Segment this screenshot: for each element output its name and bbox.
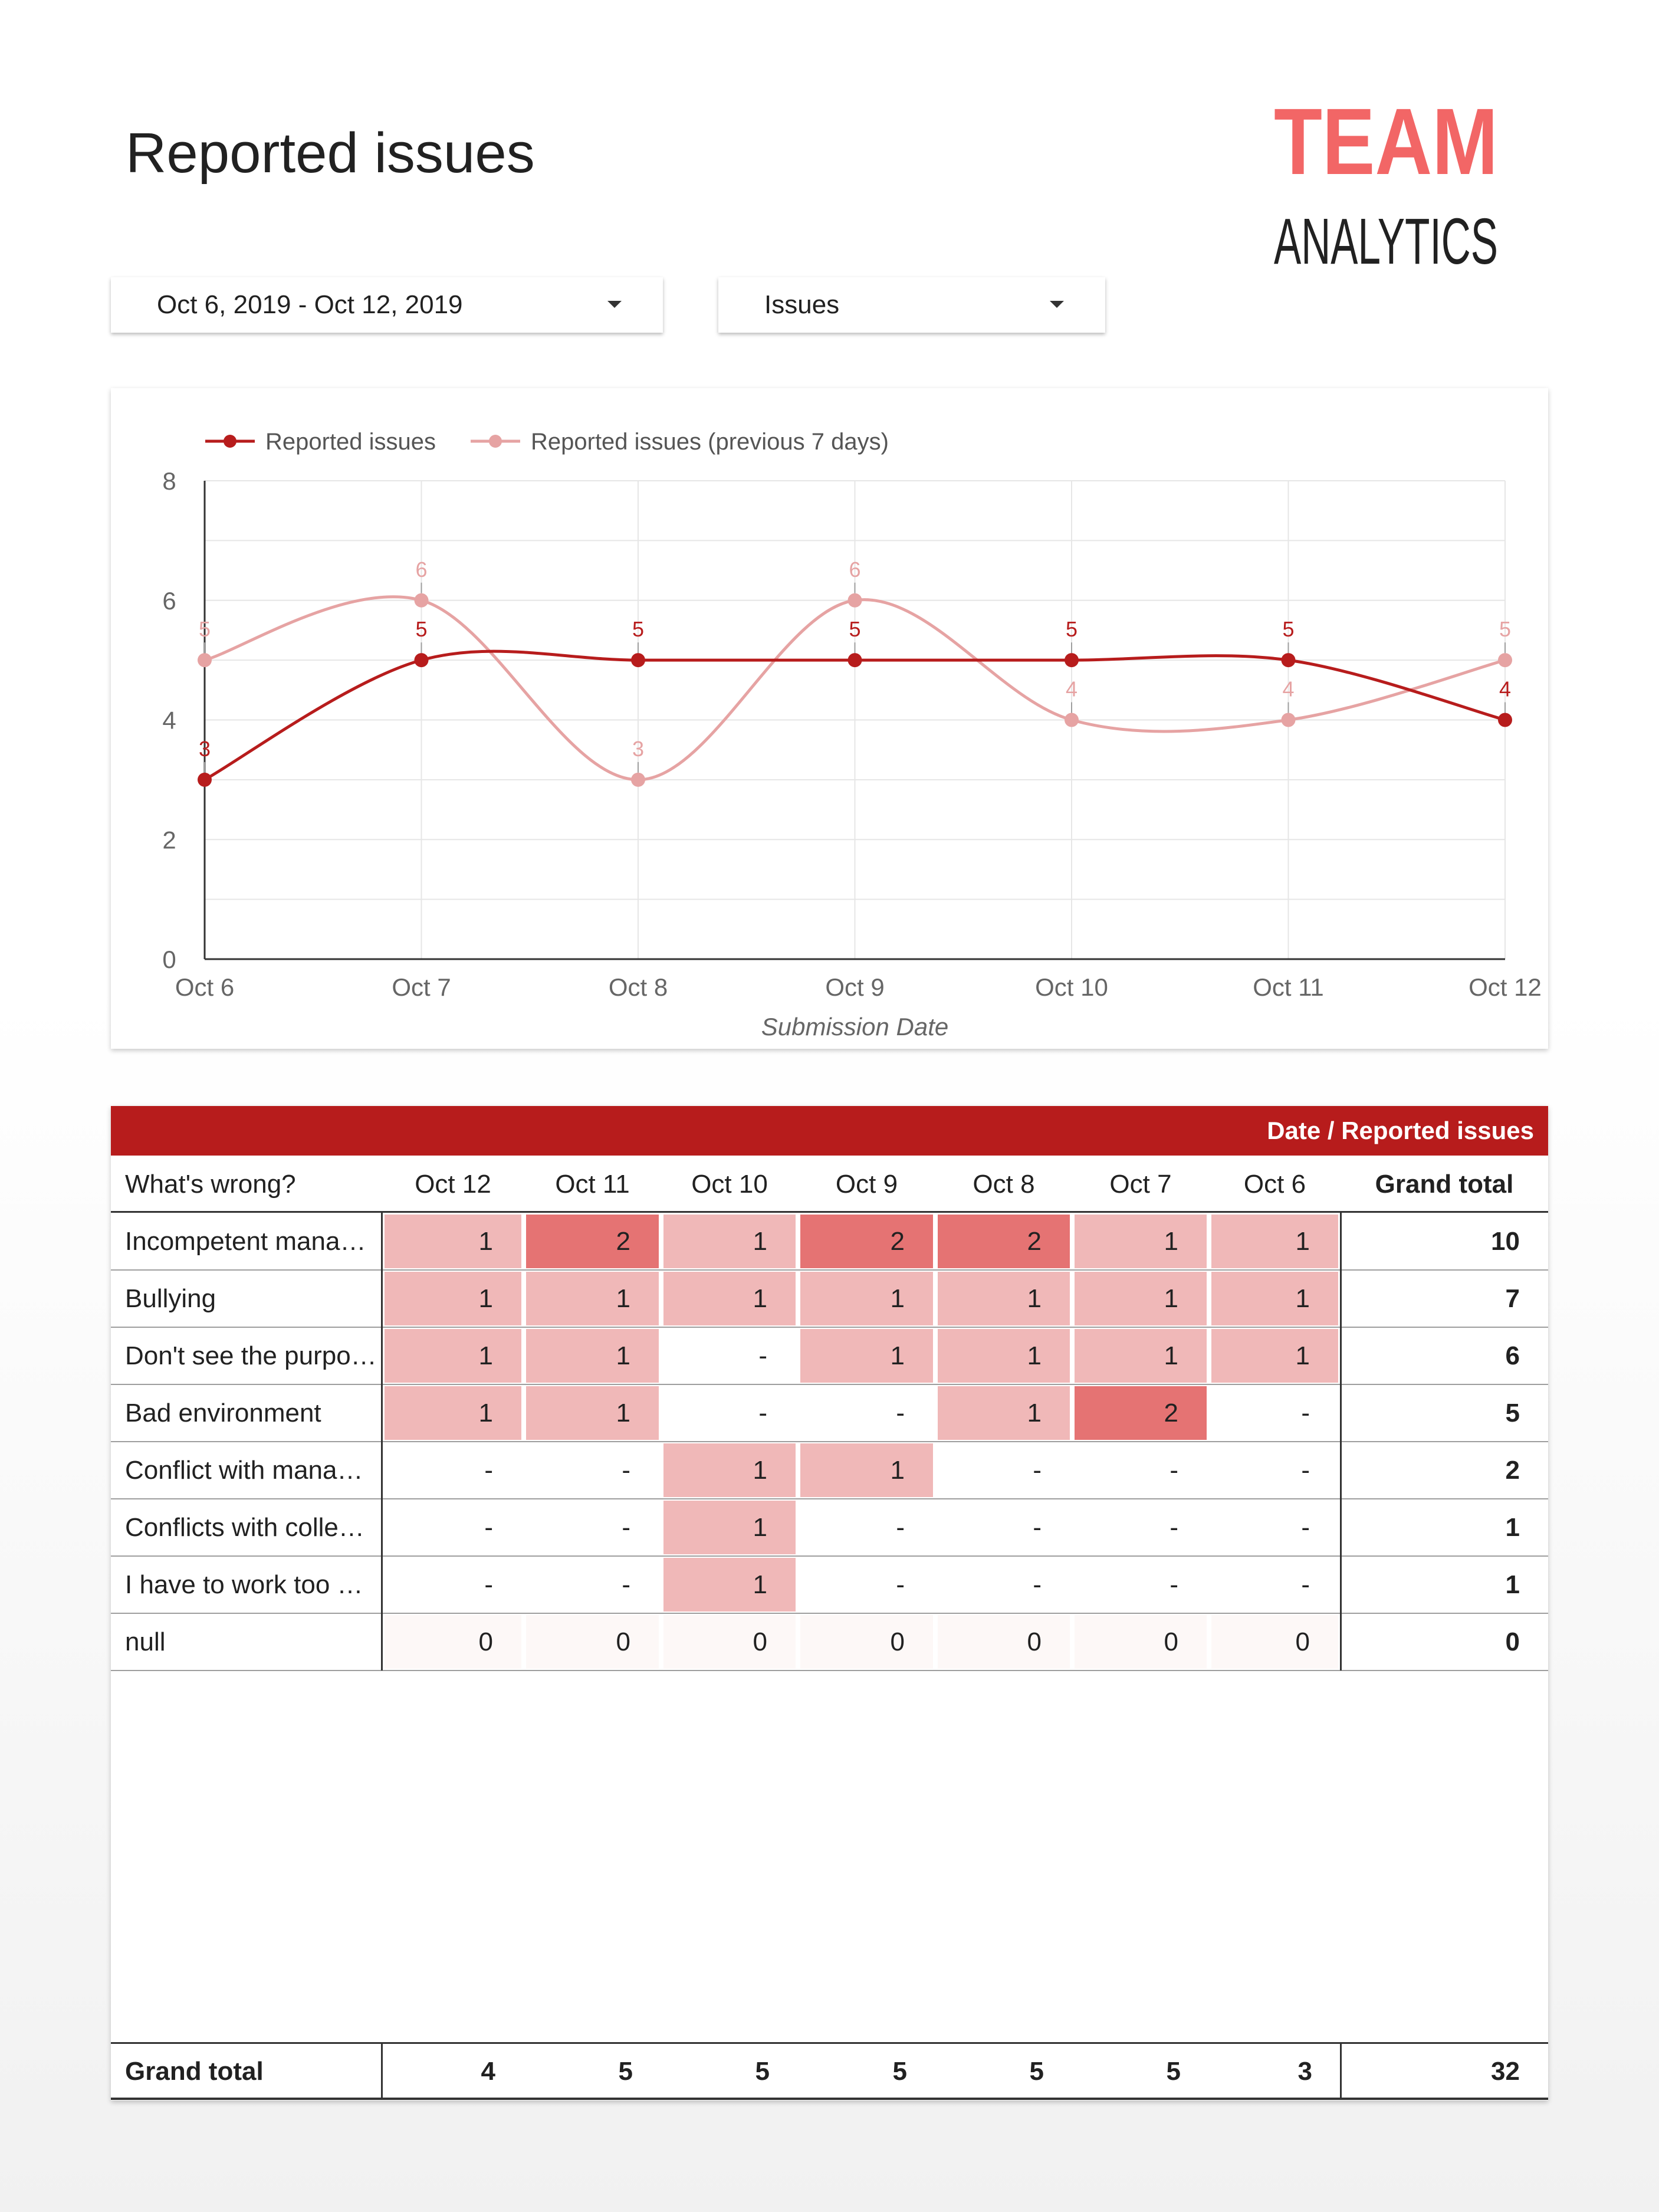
footer-grand-total: 32 bbox=[1491, 2056, 1520, 2086]
table-cell: - bbox=[484, 1455, 493, 1485]
footer-label: Grand total bbox=[125, 2056, 264, 2086]
table-row-label: I have to work too … bbox=[125, 1570, 363, 1599]
table-divider bbox=[381, 1211, 383, 1671]
table-cell: - bbox=[1301, 1512, 1310, 1542]
table-divider bbox=[111, 1670, 1548, 1671]
table-cell: 2 bbox=[1075, 1386, 1207, 1440]
data-point-previous bbox=[1065, 713, 1079, 727]
metric-value: Issues bbox=[764, 290, 840, 319]
column-header: Oct 8 bbox=[973, 1169, 1035, 1199]
table-cell: 0 bbox=[526, 1615, 659, 1669]
table-cell: 1 bbox=[385, 1272, 521, 1325]
metric-dropdown[interactable] bbox=[718, 277, 1105, 333]
table-cell: - bbox=[1033, 1455, 1042, 1485]
page-title: Reported issues bbox=[126, 122, 535, 185]
data-label-current: 5 bbox=[1065, 617, 1078, 642]
table-cell: - bbox=[484, 1512, 493, 1542]
data-label-previous: 3 bbox=[632, 736, 645, 761]
table-row-label: Conflict with mana… bbox=[125, 1455, 363, 1485]
column-header: Oct 11 bbox=[555, 1169, 630, 1199]
data-point-current bbox=[631, 653, 645, 667]
y-tick-label: 2 bbox=[162, 826, 176, 854]
data-label-current: 5 bbox=[849, 617, 861, 642]
row-grand-total: 10 bbox=[1491, 1226, 1520, 1256]
table-cell: 1 bbox=[938, 1272, 1070, 1325]
table-cell: - bbox=[1169, 1512, 1178, 1542]
table-row-label: Conflicts with colle… bbox=[125, 1512, 364, 1542]
x-tick-label: Oct 8 bbox=[608, 973, 668, 1001]
data-label-current: 5 bbox=[632, 617, 645, 642]
data-label-previous: 4 bbox=[1065, 677, 1078, 701]
data-point-current bbox=[198, 773, 212, 787]
table-divider bbox=[1340, 1211, 1342, 1671]
table-cell: 1 bbox=[1211, 1215, 1338, 1268]
table-cell: 2 bbox=[800, 1215, 933, 1268]
table-cell: 1 bbox=[385, 1329, 521, 1383]
caret-down-icon bbox=[1050, 301, 1064, 308]
team-analytics-logo bbox=[1268, 88, 1504, 278]
data-label-previous: 5 bbox=[1499, 617, 1512, 642]
table-cell: 1 bbox=[1075, 1272, 1207, 1325]
table-cell: 1 bbox=[663, 1558, 796, 1612]
data-point-current bbox=[1065, 653, 1079, 667]
y-tick-label: 0 bbox=[162, 946, 176, 973]
table-cell: 1 bbox=[1211, 1329, 1338, 1383]
column-header: Oct 9 bbox=[835, 1169, 898, 1199]
legend-marker bbox=[489, 435, 502, 448]
y-tick-label: 8 bbox=[162, 467, 176, 495]
table-cell: 1 bbox=[800, 1329, 933, 1383]
column-header: Oct 12 bbox=[415, 1169, 491, 1199]
data-label-current: 4 bbox=[1499, 677, 1512, 701]
data-point-current bbox=[1498, 713, 1512, 727]
table-cell: 0 bbox=[938, 1615, 1070, 1669]
x-tick-label: Oct 6 bbox=[175, 973, 235, 1001]
table-row-label: null bbox=[125, 1627, 166, 1656]
data-point-previous bbox=[1498, 653, 1512, 667]
table-row-label: Don't see the purpo… bbox=[125, 1341, 377, 1370]
table-cell: - bbox=[758, 1398, 767, 1427]
table-cell: - bbox=[896, 1398, 905, 1427]
date-range-dropdown[interactable] bbox=[111, 277, 663, 333]
y-tick-label: 4 bbox=[162, 706, 176, 734]
footer-total: 5 bbox=[892, 2056, 907, 2086]
data-point-previous bbox=[415, 593, 429, 608]
x-tick-label: Oct 12 bbox=[1469, 973, 1542, 1001]
data-point-current bbox=[415, 653, 429, 667]
table-cell: 1 bbox=[800, 1443, 933, 1497]
grand-total-header: Grand total bbox=[1375, 1169, 1514, 1199]
row-header: What's wrong? bbox=[125, 1169, 296, 1199]
legend-label: Reported issues bbox=[265, 429, 436, 455]
table-cell: - bbox=[896, 1570, 905, 1599]
caret-down-icon bbox=[607, 301, 622, 308]
data-label-current: 5 bbox=[1282, 617, 1295, 642]
data-label-previous: 6 bbox=[415, 557, 428, 582]
table-divider bbox=[111, 1211, 1548, 1213]
pivot-table bbox=[111, 1106, 1548, 2101]
row-grand-total: 0 bbox=[1505, 1627, 1520, 1656]
table-cell: 2 bbox=[526, 1215, 659, 1268]
table-cell: 1 bbox=[800, 1272, 933, 1325]
x-tick-label: Oct 9 bbox=[825, 973, 885, 1001]
table-cell: - bbox=[1169, 1455, 1178, 1485]
chart-card bbox=[111, 388, 1548, 1049]
table-cell: 1 bbox=[663, 1272, 796, 1325]
column-header: Oct 7 bbox=[1109, 1169, 1172, 1199]
table-cell: - bbox=[1301, 1398, 1310, 1427]
logo-line-2: ANALYTICS bbox=[1274, 205, 1498, 278]
table-cell: - bbox=[896, 1512, 905, 1542]
logo-line-1: TEAM bbox=[1274, 88, 1498, 194]
x-axis-title: Submission Date bbox=[761, 1013, 949, 1041]
table-cell: - bbox=[1033, 1570, 1042, 1599]
table-cell: - bbox=[1033, 1512, 1042, 1542]
table-cell: 2 bbox=[938, 1215, 1070, 1268]
table-cell: - bbox=[1301, 1570, 1310, 1599]
data-label-previous: 4 bbox=[1282, 677, 1295, 701]
row-grand-total: 1 bbox=[1505, 1570, 1520, 1599]
row-grand-total: 1 bbox=[1505, 1512, 1520, 1542]
data-point-current bbox=[848, 653, 862, 667]
table-cell: 1 bbox=[385, 1386, 521, 1440]
table-cell: - bbox=[622, 1570, 630, 1599]
table-cell: 0 bbox=[1211, 1615, 1338, 1669]
table-cell: 1 bbox=[1075, 1215, 1207, 1268]
table-cell: 0 bbox=[1075, 1615, 1207, 1669]
footer-total: 5 bbox=[1029, 2056, 1044, 2086]
table-cell: 0 bbox=[385, 1615, 521, 1669]
data-label-previous: 6 bbox=[849, 557, 861, 582]
table-cell: 1 bbox=[663, 1501, 796, 1554]
table-cell: 1 bbox=[526, 1272, 659, 1325]
table-divider bbox=[381, 2044, 383, 2099]
data-point-previous bbox=[848, 593, 862, 608]
table-cell: 1 bbox=[663, 1215, 796, 1268]
table-cell: 0 bbox=[663, 1615, 796, 1669]
table-cell: 1 bbox=[1075, 1329, 1207, 1383]
table-divider bbox=[1340, 2044, 1342, 2099]
table-cell: - bbox=[1169, 1570, 1178, 1599]
y-tick-label: 6 bbox=[162, 586, 176, 615]
data-point-previous bbox=[198, 653, 212, 667]
table-row-label: Bullying bbox=[125, 1284, 216, 1313]
table-cell: 1 bbox=[1211, 1272, 1338, 1325]
x-tick-label: Oct 11 bbox=[1253, 973, 1324, 1001]
data-label-previous: 5 bbox=[198, 617, 211, 642]
line-chart bbox=[111, 388, 1548, 1049]
table-cell: 1 bbox=[385, 1215, 521, 1268]
table-cell: 1 bbox=[938, 1329, 1070, 1383]
table-cell: 0 bbox=[800, 1615, 933, 1669]
legend-marker bbox=[224, 435, 236, 448]
data-label-current: 3 bbox=[198, 736, 211, 761]
table-divider bbox=[111, 2098, 1548, 2100]
table-cell: - bbox=[484, 1570, 493, 1599]
footer-total: 3 bbox=[1297, 2056, 1312, 2086]
table-cell: 1 bbox=[663, 1443, 796, 1497]
legend-label: Reported issues (previous 7 days) bbox=[531, 429, 889, 455]
table-cell: - bbox=[758, 1341, 767, 1370]
date-range-value: Oct 6, 2019 - Oct 12, 2019 bbox=[157, 290, 463, 319]
footer-total: 4 bbox=[481, 2056, 495, 2086]
footer-total: 5 bbox=[618, 2056, 633, 2086]
table-cell: 1 bbox=[526, 1386, 659, 1440]
data-point-current bbox=[1282, 653, 1296, 667]
table-cell: 1 bbox=[938, 1386, 1070, 1440]
footer-total: 5 bbox=[755, 2056, 770, 2086]
table-row-label: Bad environment bbox=[125, 1398, 321, 1427]
row-grand-total: 2 bbox=[1505, 1455, 1520, 1485]
table-cell: - bbox=[622, 1512, 630, 1542]
x-tick-label: Oct 10 bbox=[1035, 973, 1108, 1001]
x-tick-label: Oct 7 bbox=[392, 973, 451, 1001]
table-cell: - bbox=[622, 1455, 630, 1485]
footer-total: 5 bbox=[1166, 2056, 1181, 2086]
data-point-previous bbox=[1282, 713, 1296, 727]
table-cell: - bbox=[1301, 1455, 1310, 1485]
column-header: Oct 6 bbox=[1243, 1169, 1306, 1199]
data-point-previous bbox=[631, 773, 645, 787]
row-grand-total: 5 bbox=[1505, 1398, 1520, 1427]
row-grand-total: 7 bbox=[1505, 1284, 1520, 1313]
row-grand-total: 6 bbox=[1505, 1341, 1520, 1370]
column-header: Oct 10 bbox=[691, 1169, 768, 1199]
table-banner: Date / Reported issues bbox=[111, 1106, 1548, 1156]
data-label-current: 5 bbox=[415, 617, 428, 642]
table-row-label: Incompetent mana… bbox=[125, 1226, 366, 1256]
table-cell: 1 bbox=[526, 1329, 659, 1383]
